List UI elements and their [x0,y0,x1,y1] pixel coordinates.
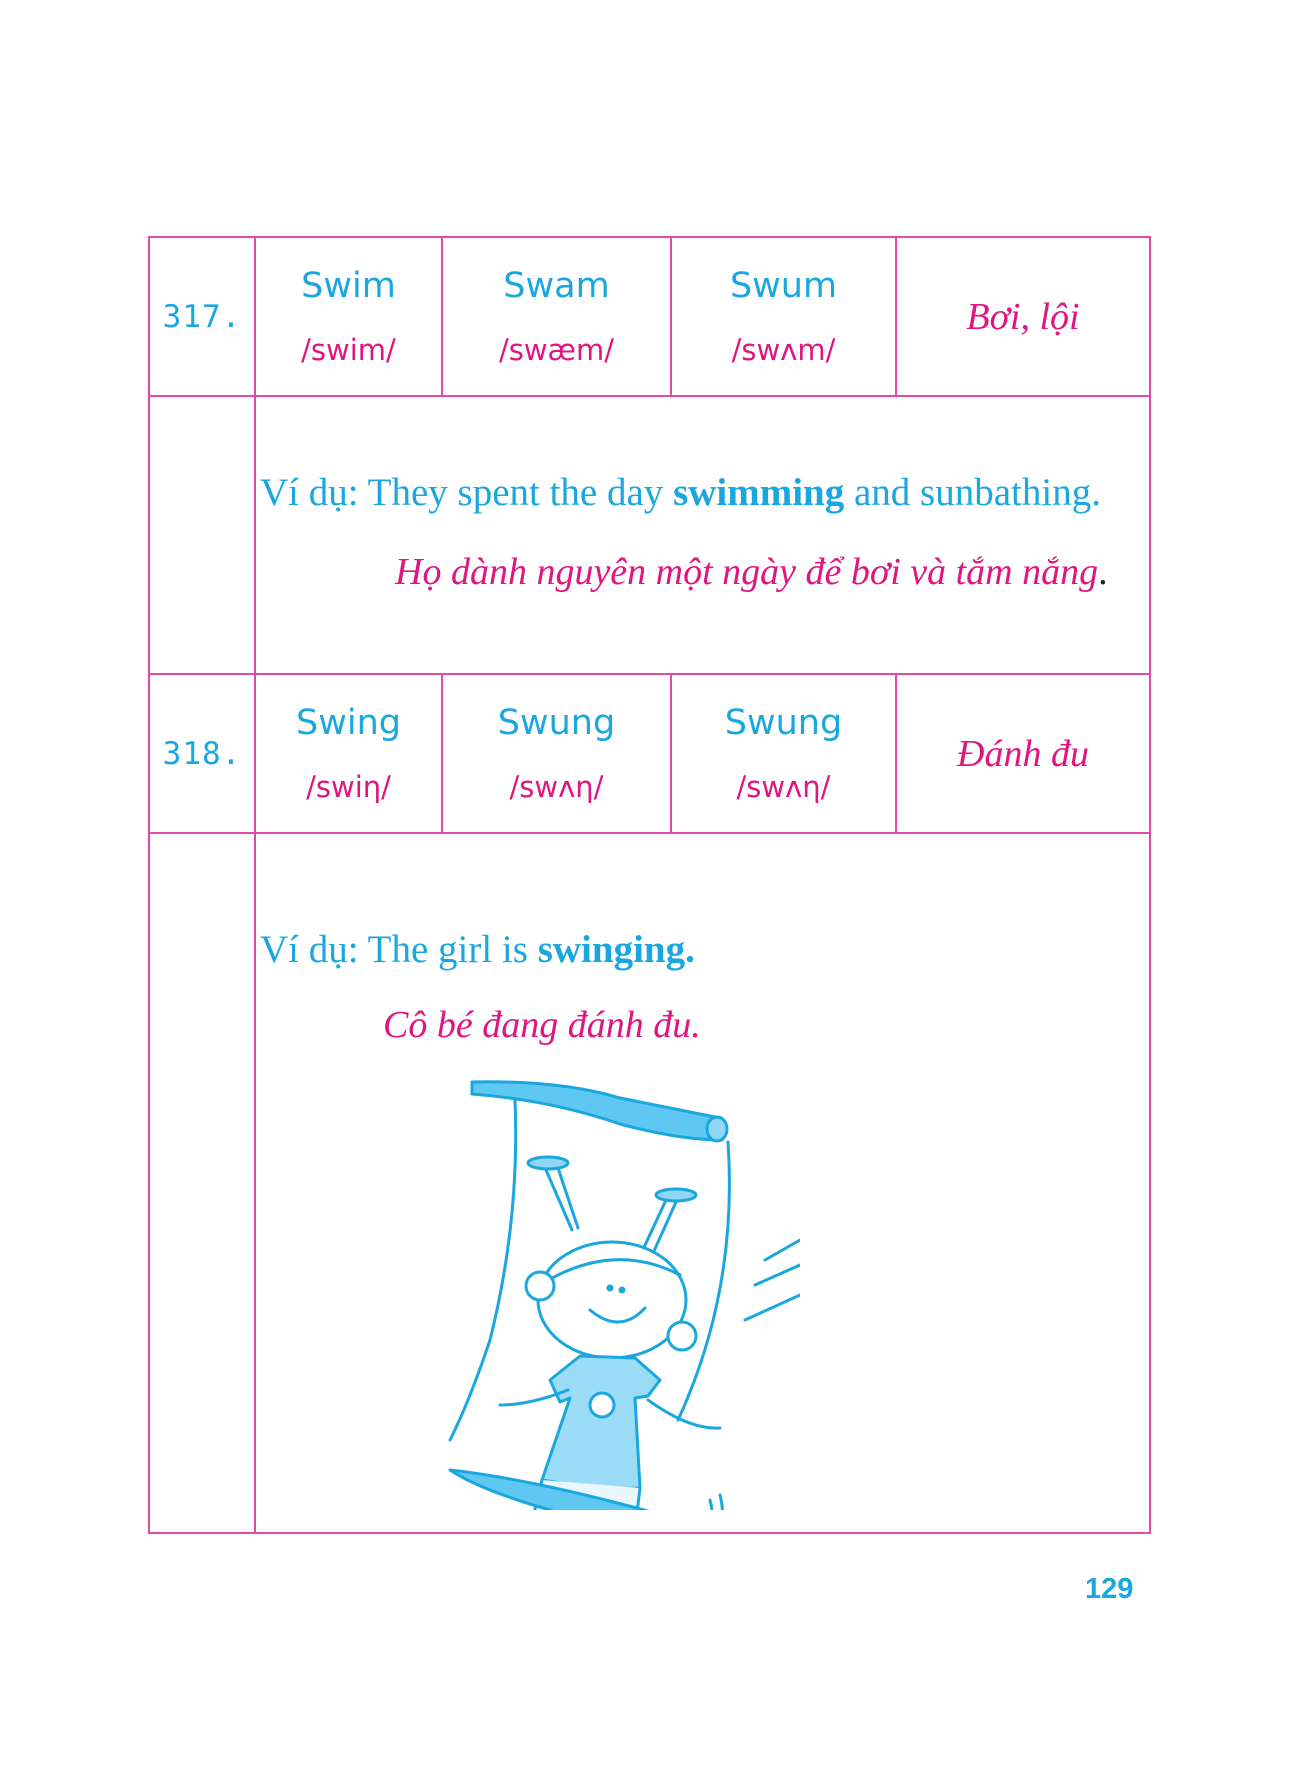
girl-on-swing-illustration [420,1060,800,1510]
example-translation [395,550,1108,594]
example-keyword: swinging. [537,928,695,971]
base-form-ipa: /swiη/ [306,769,391,804]
example-label: Ví dụ: [260,471,359,514]
past-participle-ipa: /swʌη/ [736,769,831,804]
example-sentence [260,927,695,972]
base-form-cell [256,675,441,832]
row-divider [150,395,1149,397]
example-label: Ví dụ: [260,928,359,971]
page-number: 129 [1085,1573,1134,1605]
past-form-cell [443,675,670,832]
past-participle-word: Swum [729,265,838,306]
past-participle-ipa: /swʌm/ [731,332,836,367]
example-text: The girl is [358,928,538,971]
meaning-cell [897,238,1149,395]
base-form-cell [256,238,441,395]
past-participle-word: Swung [724,702,843,743]
column-divider [254,238,256,1534]
past-participle-cell [672,675,895,832]
translation-period: . [1098,551,1108,593]
past-form-cell [443,238,670,395]
entry-number-cell [150,238,254,395]
translation-text: Họ dành nguyên một ngày để bơi và tắm nắng [395,551,1099,593]
past-form-word: Swung [497,702,616,743]
entry-number-cell [150,675,254,832]
meaning-cell [897,675,1149,832]
past-participle-cell [672,238,895,395]
meaning-text: Đánh đu [957,732,1089,775]
example-translation [383,1003,701,1047]
example-keyword: swimming [673,471,845,514]
base-form-word: Swing [296,702,401,743]
entry-number: 318. [162,735,242,772]
meaning-text: Bơi, lội [966,295,1080,338]
past-form-word: Swam [503,265,610,306]
row-divider [150,832,1149,834]
example-text: and sunbathing. [844,471,1101,514]
base-form-ipa: /swim/ [301,332,396,367]
example-text: They spent the day [358,471,674,514]
past-form-ipa: /swʌη/ [509,769,604,804]
example-sentence [260,470,1101,515]
past-form-ipa: /swæm/ [498,332,615,367]
base-form-word: Swim [301,265,396,306]
entry-number: 317. [162,298,242,335]
translation-text: Cô bé đang đánh đu. [383,1004,701,1046]
